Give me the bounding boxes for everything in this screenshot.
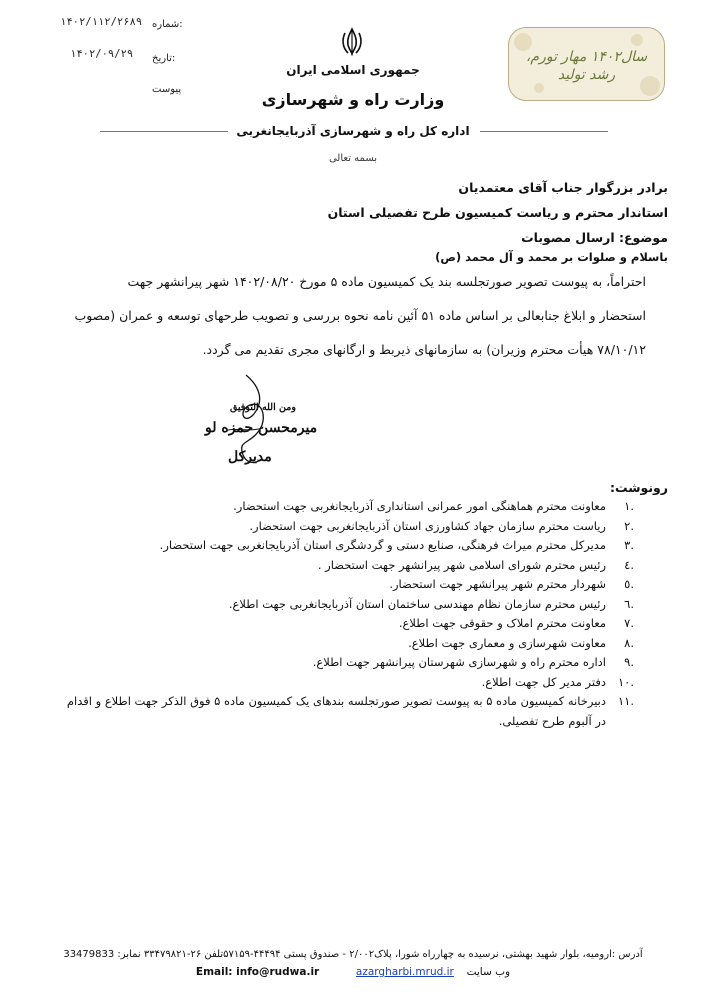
cc-item [66,595,634,615]
cc-item-text: اداره محترم راه و شهرسازی شهرستان پیرانشهر جهت اطلاع. [312,655,606,669]
subject-line: موضوع: ارسال مصوبات [521,230,668,245]
signature-name: میرمحسن حمزه لو [205,420,318,436]
cc-item-number: .۱۱ [617,694,634,708]
cc-item-number: .۸ [624,635,634,650]
slogan-stamp [508,27,665,101]
cc-title: رونوشت: [609,480,668,495]
footer-website-link[interactable]: azargharbi.mrud.ir [355,966,454,978]
divider-right [480,131,608,132]
cc-item [66,692,634,731]
bismillah: بسمه تعالی [328,153,378,164]
footer-address: آدرس :ارومیه، بلوار شهید بهشتی، نرسیده به چهارراه شورا، پلاک۲/۰۰۲ - صندوق پستی ۴۴۴۹۴-۵۷۱۵۹تلفن ۲۶-۳۳۴۷۹۸۲۱ نمابر: 33479833 [63,949,643,960]
cc-item-number: .٥ [624,577,634,591]
cc-item [66,673,634,693]
body-line-1: احتراماً، به پیوست تصویر صورتجلسه بند یک کمیسیون ماده ۵ مورخ ۱۴۰۲/۰۸/۲۰ شهر پیرانشهر جهت [127,274,646,289]
cc-item [66,614,634,634]
cc-item [66,536,634,556]
signature-closing: ومن الله التوفیق [230,402,296,413]
cc-item [66,517,634,537]
cc-item-number: .٤ [624,557,634,572]
cc-item-number: .۳ [624,538,634,552]
cc-item-number: .٦ [624,596,634,611]
footer-contact [0,966,706,978]
cc-item-number: .۹ [624,655,634,669]
body-line-2: استحضار و ابلاغ جنابعالی بر اساس ماده ۵۱ آئین نامه نحوه بررسی و تصویب طرحهای توسعه و عمران (مصوب [74,308,646,323]
republic-title: جمهوری اسلامی ایران [286,63,420,77]
date-label: تاریخ: [152,53,176,64]
body-line-3: ۷۸/۱۰/۱۲ هیأت محترم وزیران) به سازمانهای ذیربط و ارگانهای مجری تقدیم می گردد. [202,342,646,357]
cc-item-number: .۱۰ [617,674,634,689]
cc-item [66,497,634,517]
recipient-line1: برادر بزرگوار جناب آقای معتمدیان [458,180,668,195]
cc-item [66,634,634,654]
cc-item-number: .۷ [624,616,634,630]
department-title: اداره کل راه و شهرسازی آذربایجانغربی [236,124,470,138]
footer-email: Email: info@rudwa.ir [195,966,320,978]
cc-item [66,653,634,673]
cc-item-text: مدیرکل محترم میراث فرهنگی، صنایع دستی و گردشگری استان آذربایجانغربی جهت استحضار. [159,538,606,552]
cc-item-text: شهردار محترم شهر پیرانشهر جهت استحضار. [389,577,606,591]
cc-item-text: معاونت محترم هماهنگی امور عمرانی استانداری آذربایجانغربی جهت استحضار. [233,499,606,513]
recipient-line2: استاندار محترم و ریاست کمیسیون طرح تفصیلی استان [327,205,668,220]
cc-item-text: دفتر مدیر کل جهت اطلاع. [481,674,606,689]
cc-item-number: .۲ [624,518,634,533]
cc-item [66,556,634,576]
cc-item-text: معاونت محترم املاک و حقوقی جهت اطلاع. [398,616,606,630]
number-label: شماره: [152,19,183,30]
signature-title: مدیرکل [228,449,272,465]
iran-emblem-icon [339,27,365,57]
slogan-text: سال۱۴۰۲ مهار تورم، رشد تولید [525,49,648,83]
cc-item-text: دبیرخانه کمیسیون ماده ۵ به پیوست تصویر صورتجلسه بندهای یک کمیسیون ماده ۵ فوق الذکر جهت اطلاع و اقدام در آلبوم طرح تفصیلی. [66,694,606,728]
cc-item-text: رئیس محترم سازمان نظام مهندسی ساختمان استان آذربایجانغربی جهت اطلاع. [228,596,606,611]
cc-item-number: .۱ [624,499,634,513]
cc-item [66,575,634,595]
ministry-title: وزارت راه و شهرسازی [261,90,445,109]
footer-website-label: وب سایت [466,966,511,978]
cc-item-text: رئیس محترم شورای اسلامی شهر پیرانشهر جهت استحضار . [317,557,606,572]
cc-item-text: ریاست محترم سازمان جهاد کشاورزی استان آذربایجانغربی جهت استحضار. [249,518,606,533]
cc-list [66,497,634,731]
attachment-label: پیوست [152,84,182,95]
date-value: ۱۴۰۲/۰۹/۲۹ [70,48,134,60]
salutation: باسلام و صلوات بر محمد و آل محمد (ص) [435,250,668,264]
cc-item-text: معاونت شهرسازی و معماری جهت اطلاع. [408,635,606,650]
divider-left [100,131,228,132]
number-value: ۱۴۰۲/۱۱۲/۲۶۸۹ [60,16,143,28]
